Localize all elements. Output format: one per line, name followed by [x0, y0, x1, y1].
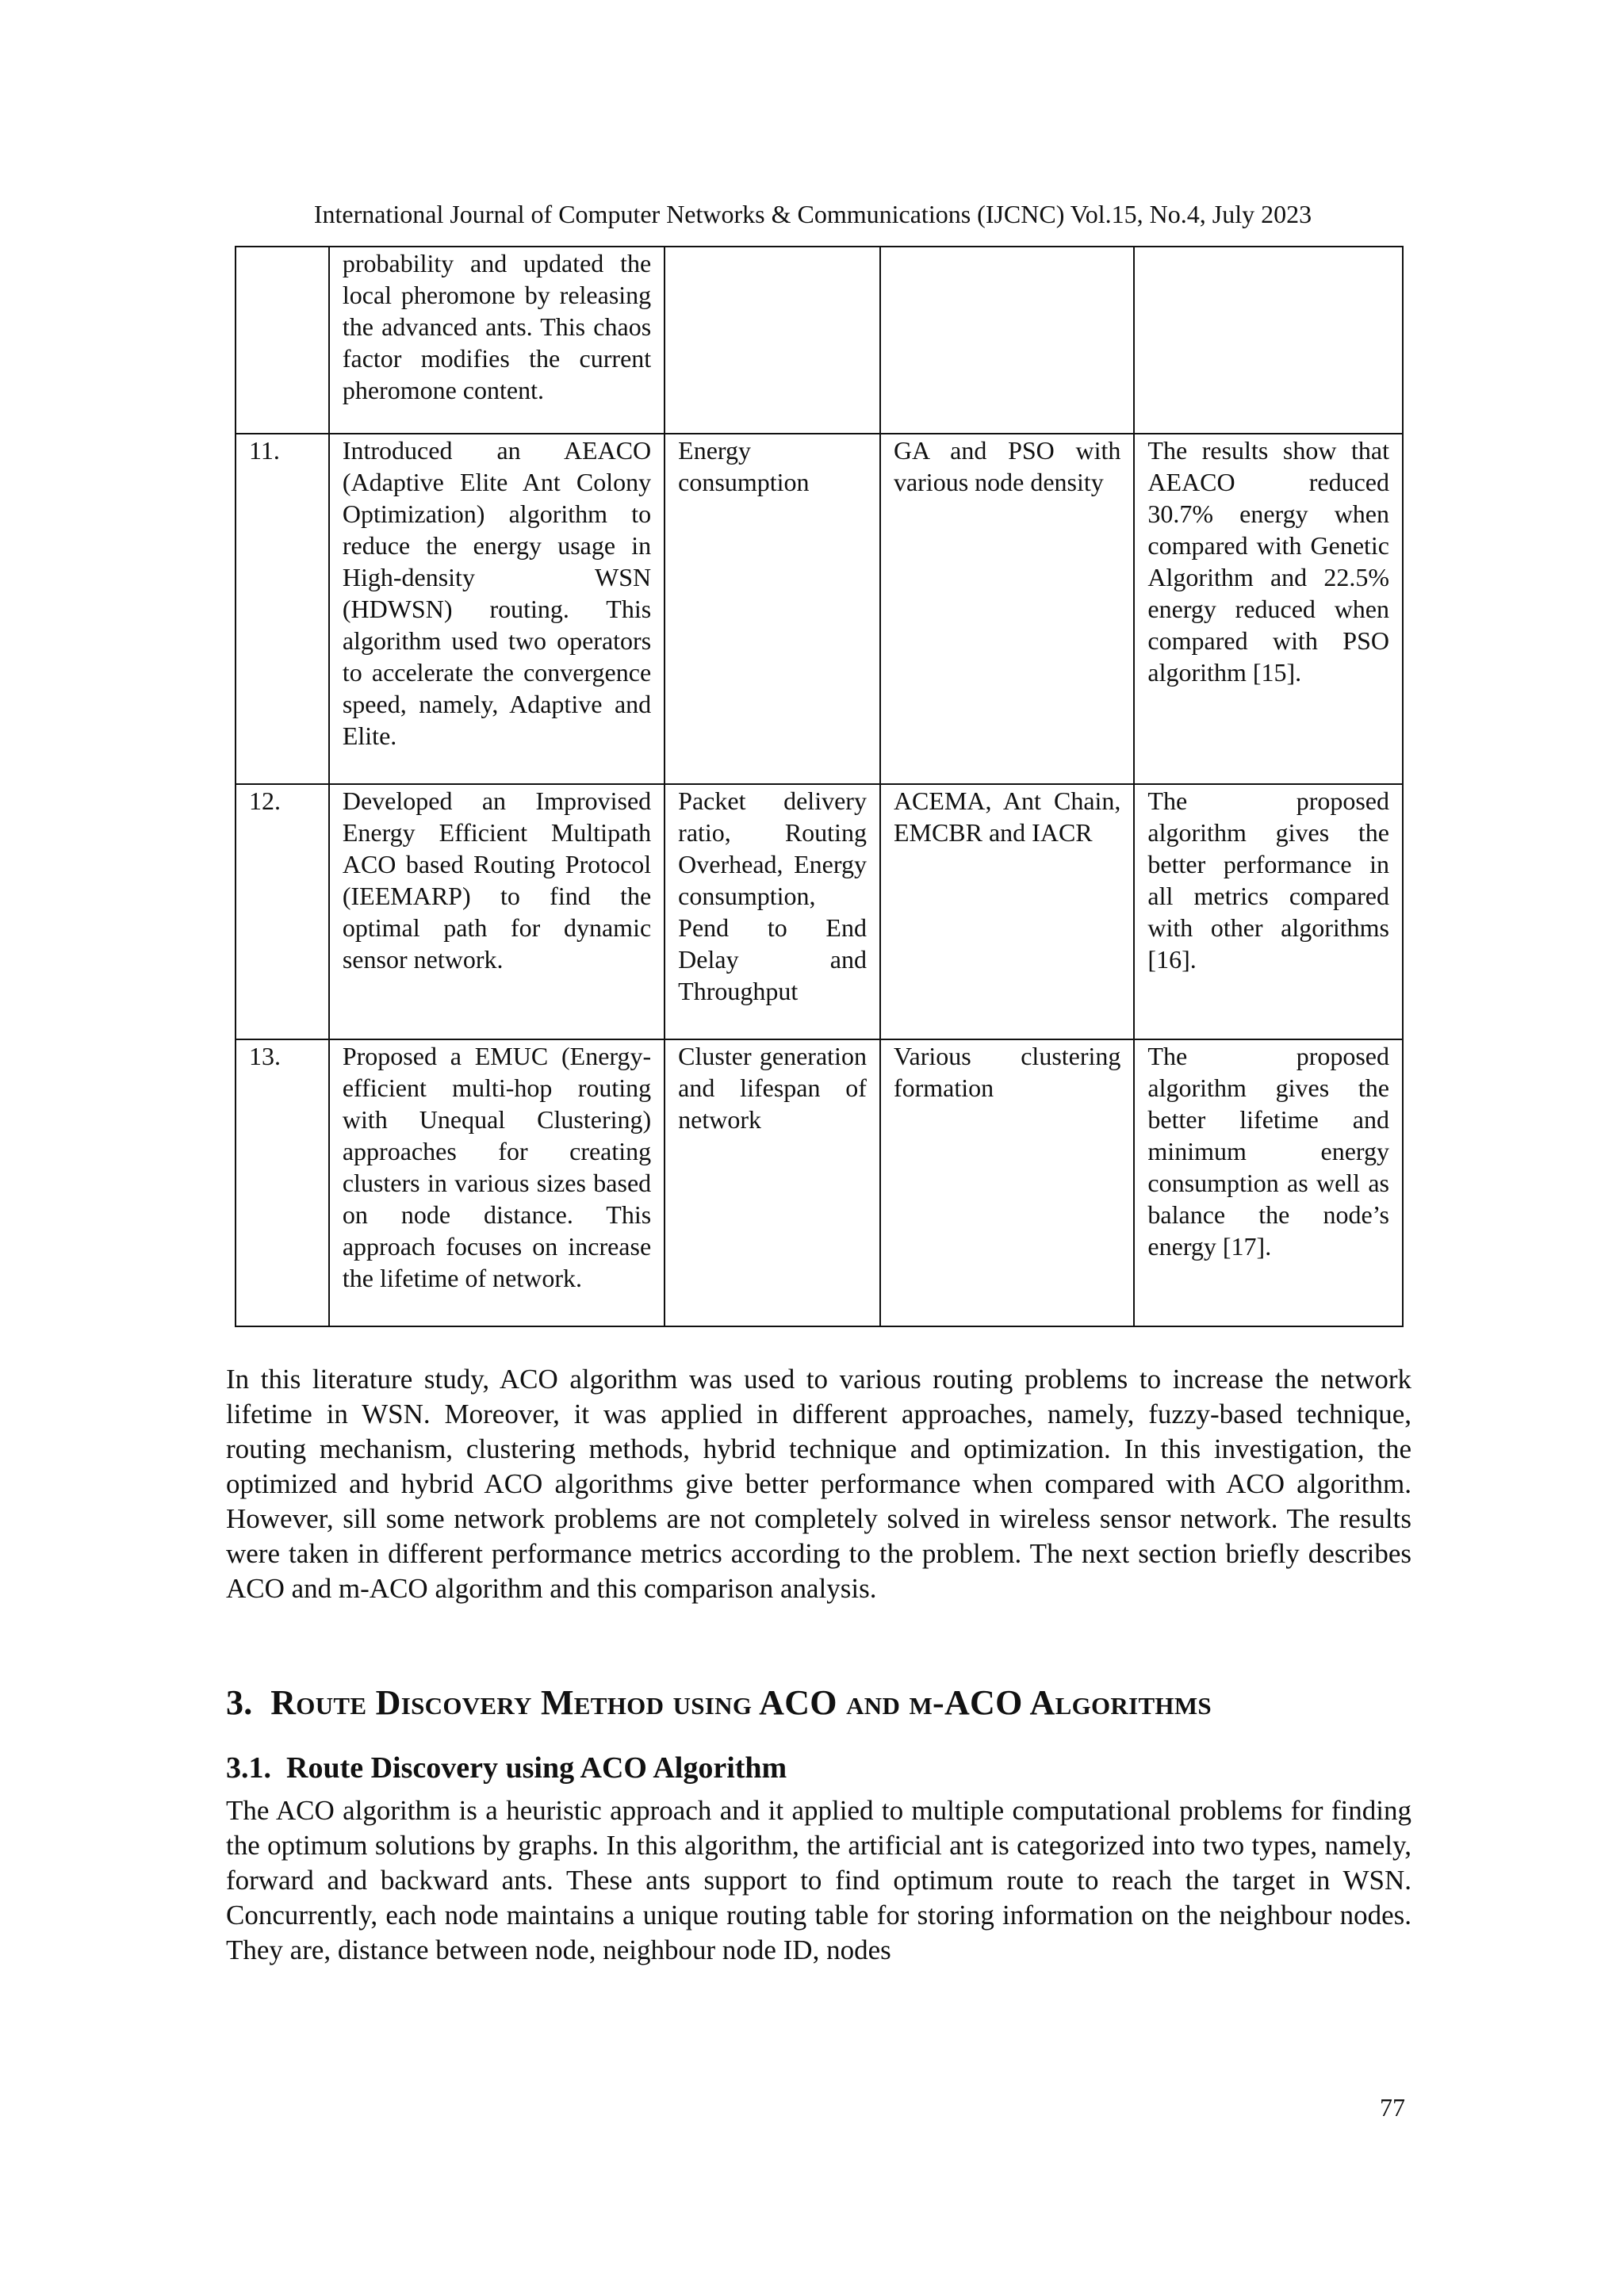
row-result — [1134, 247, 1403, 434]
table-row — [236, 247, 1403, 434]
row-parameters: Cluster generation and lifespan of network — [665, 1039, 880, 1326]
row-description: probability and updated the local pheromone by releasing the advanced ants. This chaos factor modifies the current pheromone content. — [329, 247, 665, 434]
row-compared-with: GA and PSO with various node density — [880, 434, 1134, 784]
section-title: Route Discovery Method using ACO and m-ACO Algorithms — [270, 1683, 1212, 1722]
aco-description-paragraph: The ACO algorithm is a heuristic approach and it applied to multiple computational problems for finding the optimum solutions by graphs. In this algorithm, the artificial ant is categorized into two types, namely, forward and backward ants. These ants support to find optimum route to reach the target in WSN. Concurrently, each node maintains a unique routing table for storing information on the neighbour nodes. They are, distance between node, neighbour node ID, nodes — [226, 1795, 1411, 1965]
table-row — [236, 1039, 1403, 1326]
row-parameters — [665, 247, 880, 434]
page-number: 77 — [1380, 2093, 1405, 2122]
section-heading — [226, 1679, 1212, 1727]
row-compared-with: Various clustering formation — [880, 1039, 1134, 1326]
table-row — [236, 434, 1403, 784]
row-number: 13. — [236, 1039, 329, 1326]
row-result: The proposed algorithm gives the better performance in all metrics compared with other algorithms [16]. — [1134, 784, 1403, 1039]
table-row — [236, 784, 1403, 1039]
section-number: 3. — [226, 1683, 253, 1722]
row-description: Developed an Improvised Energy Efficient Multipath ACO based Routing Protocol (IEEMARP) to find the optimal path for dynamic sensor network. — [329, 784, 665, 1039]
running-header: International Journal of Computer Networks & Communications (IJCNC) Vol.15, No.4, July 2023 — [313, 200, 1312, 228]
row-description: Introduced an AEACO (Adaptive Elite Ant Colony Optimization) algorithm to reduce the energy usage in High-density WSN (HDWSN) routing. This algorithm used two operators to accelerate the convergence speed, namely, Adaptive and Elite. — [329, 434, 665, 784]
subsection-heading — [226, 1748, 787, 1788]
row-result: The results show that AEACO reduced 30.7% energy when compared with Genetic Algorithm and 22.5% energy reduced when compared with PSO algorithm [15]. — [1134, 434, 1403, 784]
row-number: 11. — [236, 434, 329, 784]
row-number: 12. — [236, 784, 329, 1039]
row-parameters: Packet delivery ratio, Routing Overhead, Energy consumption, Pend to End Delay and Throughput — [665, 784, 880, 1039]
literature-table — [235, 246, 1404, 1327]
subsection-title: Route Discovery using ACO Algorithm — [286, 1751, 787, 1785]
subsection-number: 3.1. — [226, 1751, 271, 1785]
row-parameters: Energy consumption — [665, 434, 880, 784]
row-result: The proposed algorithm gives the better lifetime and minimum energy consumption as well as balance the node’s energy [17]. — [1134, 1039, 1403, 1326]
row-description: Proposed a EMUC (Energy-efficient multi-hop routing with Unequal Clustering) approaches for creating clusters in various sizes based on node distance. This approach focuses on increase the lifetime of network. — [329, 1039, 665, 1326]
literature-summary-paragraph: In this literature study, ACO algorithm was used to various routing problems to increase the network lifetime in WSN. Moreover, it was applied in different approaches, namely, fuzzy-based technique, routing mechanism, clustering methods, hybrid technique and optimization. In this investigation, the optimized and hybrid ACO algorithms give better performance when compared with ACO algorithm. However, sill some network problems are not completely solved in wireless sensor network. The results were taken in different performance metrics according to the problem. The next section briefly describes ACO and m-ACO algorithm and this comparison analysis. — [226, 1364, 1411, 1604]
row-compared-with: ACEMA, Ant Chain, EMCBR and IACR — [880, 784, 1134, 1039]
row-compared-with — [880, 247, 1134, 434]
row-number — [236, 247, 329, 434]
